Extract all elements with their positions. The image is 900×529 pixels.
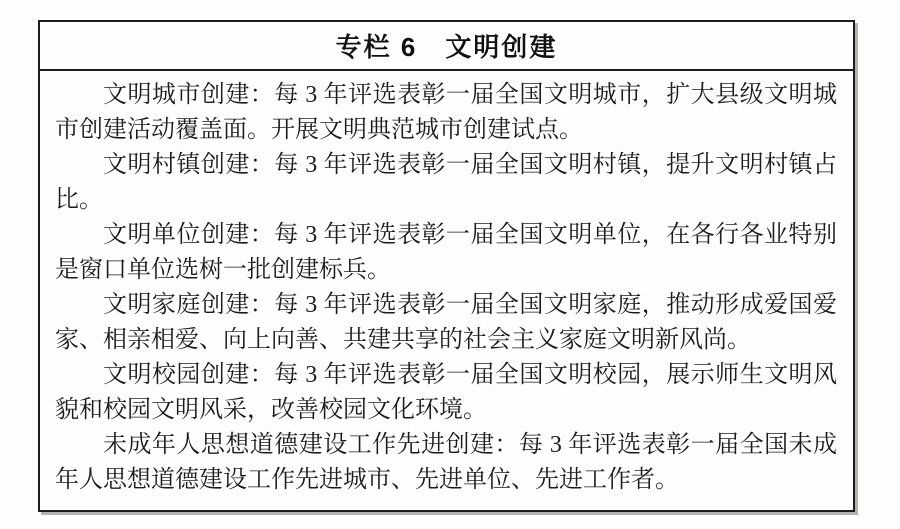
paragraph-civilized-village: 文明村镇创建：每 3 年评选表彰一届全国文明村镇，提升文明村镇占比。 (55, 152, 837, 213)
panel-header (40, 22, 853, 71)
panel-body (40, 71, 853, 498)
panel-title: 专栏 6 文明创建 (335, 32, 558, 62)
paragraph-civilized-city: 文明城市创建：每 3 年评选表彰一届全国文明城市，扩大县级文明城市创建活动覆盖面。开展文明典范城市创建试点。 (55, 82, 837, 143)
paragraph-civilized-unit: 文明单位创建：每 3 年评选表彰一届全国文明单位，在各行各业特别是窗口单位选树一批创建标兵。 (55, 222, 837, 283)
paragraph-minors-moral-construction: 未成年人思想道德建设工作先进创建：每 3 年评选表彰一届全国未成年人思想道德建设工作先进城市、先进单位、先进工作者。 (55, 432, 837, 493)
paragraph-civilized-family: 文明家庭创建：每 3 年评选表彰一届全国文明家庭，推动形成爱国爱家、相亲相爱、向上向善、共建共享的社会主义家庭文明新风尚。 (55, 292, 837, 353)
column-panel (38, 20, 855, 512)
paragraph-civilized-campus: 文明校园创建：每 3 年评选表彰一届全国文明校园，展示师生文明风貌和校园文明风采，改善校园文化环境。 (55, 362, 837, 423)
